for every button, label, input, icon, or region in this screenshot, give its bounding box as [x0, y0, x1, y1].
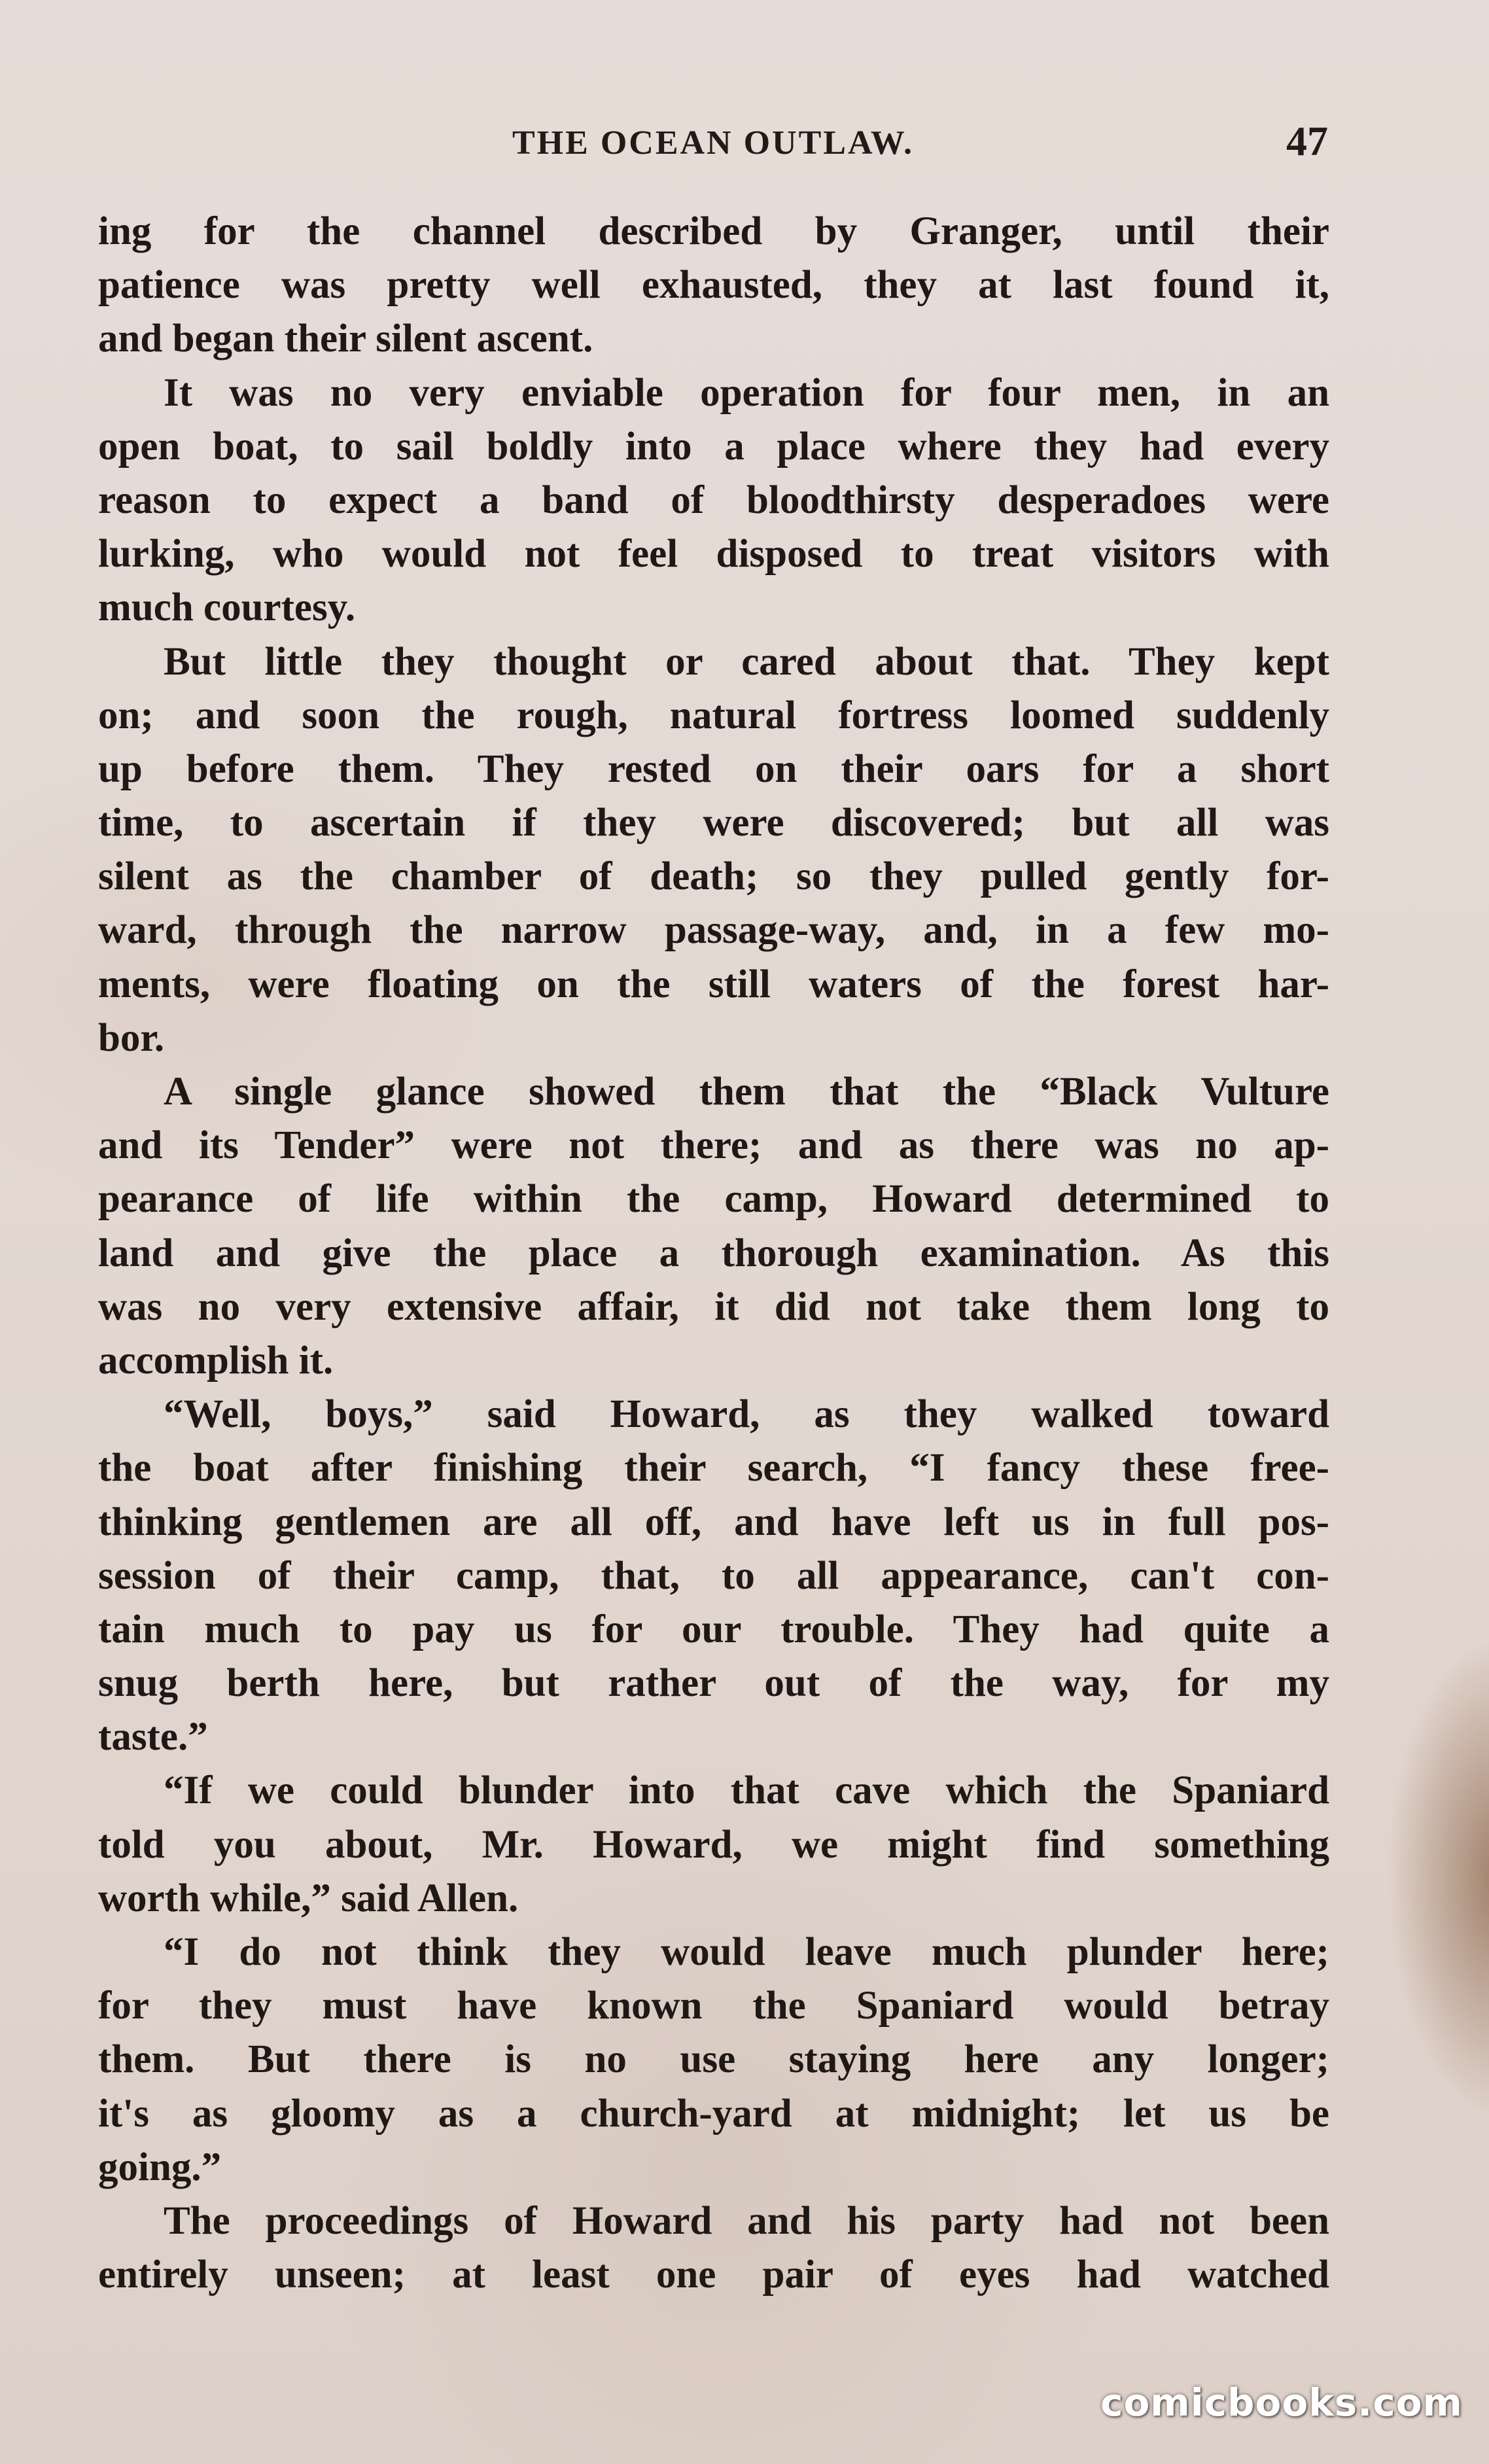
text-line: ments, were floating on the still waters of the forest har- [98, 962, 1329, 1006]
text-line: “I do not think they would leave much plunder here; [164, 1930, 1329, 1974]
text-line: It was no very enviable operation for four men, in an [164, 370, 1329, 415]
text-line: them. But there is no use staying here any longer; [98, 2037, 1329, 2082]
watermark: comicbooks.com [1100, 2380, 1463, 2425]
text-line: open boat, to sail boldly into a place where they had every [98, 424, 1329, 468]
text-line: pearance of life within the camp, Howard determined to [98, 1177, 1329, 1222]
text-line: ward, through the narrow passage-way, and, in a few mo- [98, 908, 1329, 953]
text-line: accomplish it. [98, 1338, 334, 1382]
text-line: silent as the chamber of death; so they pulled gently for- [98, 854, 1329, 899]
text-line: and its Tender” were not there; and as there was no ap- [98, 1123, 1329, 1168]
text-line: ing for the channel described by Granger, until their [98, 209, 1329, 253]
text-line: time, to ascertain if they were discovered; but all was [98, 801, 1329, 845]
text-line: reason to expect a band of bloodthirsty desperadoes were [98, 478, 1329, 522]
text-line: the boat after finishing their search, “I fancy these free- [98, 1446, 1329, 1490]
text-line: was no very extensive affair, it did not take them long to [98, 1284, 1329, 1329]
text-line: it's as gloomy as a church-yard at midnight; let us be [98, 2091, 1329, 2136]
text-line: But little they thought or cared about that. They kept [164, 639, 1329, 684]
text-line: much courtesy. [98, 586, 356, 630]
text-line: taste.” [98, 1715, 208, 1759]
running-head [98, 118, 1328, 173]
text-line: tain much to pay us for our trouble. They had quite a [98, 1607, 1329, 1651]
text-line: for they must have known the Spaniard would betray [98, 1984, 1329, 2028]
text-line: land and give the place a thorough examination. As this [98, 1231, 1329, 1275]
text-line: session of their camp, that, to all appearance, can't con- [98, 1553, 1329, 1598]
text-line: “If we could blunder into that cave which the Spaniard [164, 1769, 1329, 1813]
text-line: thinking gentlemen are all off, and have left us in full pos- [98, 1500, 1329, 1544]
text-line: on; and soon the rough, natural fortress loomed suddenly [98, 693, 1329, 737]
text-line: snug berth here, but rather out of the way, for my [98, 1661, 1329, 1706]
text-line: going.” [98, 2145, 222, 2189]
text-line: patience was pretty well exhausted, they at last found it, [98, 263, 1329, 308]
text-line: worth while,” said Allen. [98, 1876, 519, 1920]
text-line: entirely unseen; at least one pair of eyes had watched [98, 2253, 1329, 2297]
text-line: and began their silent ascent. [98, 317, 593, 361]
text-line: “Well, boys,” said Howard, as they walked toward [164, 1392, 1329, 1437]
text-line: lurking, who would not feel disposed to treat visitors with [98, 532, 1329, 576]
body-text [98, 205, 1329, 2302]
page-number: 47 [1286, 118, 1328, 164]
running-title: THE OCEAN OUTLAW. [512, 124, 914, 162]
text-line: A single glance showed them that the “Black Vulture [164, 1070, 1329, 1114]
text-line: The proceedings of Howard and his party had not been [164, 2198, 1329, 2243]
text-line: told you about, Mr. Howard, we might find something [98, 1822, 1329, 1867]
text-line: up before them. They rested on their oars for a short [98, 747, 1329, 791]
text-line: bor. [98, 1015, 165, 1060]
